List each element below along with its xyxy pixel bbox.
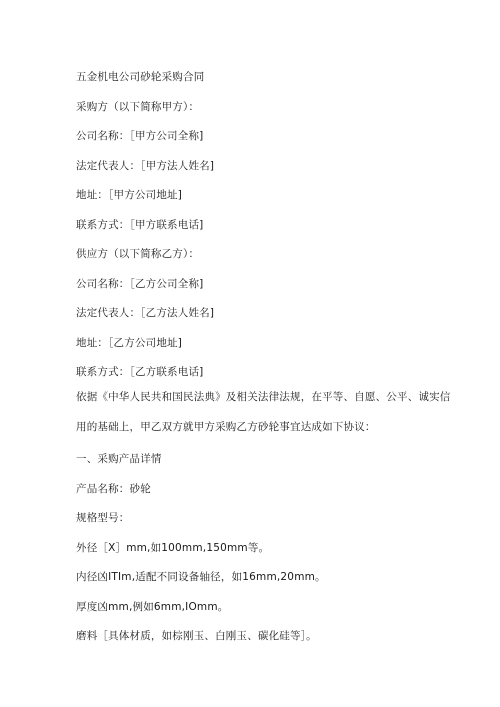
preamble-line-1: 依据《中华人民共和国民法典》及相关法律法规，在平等、自愿、公平、诚实信 bbox=[76, 391, 451, 403]
party-a-contact: 联系方式：［甲方联系电话] bbox=[76, 219, 204, 231]
spec-model-label: 规格型号： bbox=[76, 512, 130, 524]
party-b-legal-representative: 法定代表人：［乙方法人姓名] bbox=[76, 307, 215, 319]
party-b-company-name: 公司名称：［乙方公司全称] bbox=[76, 278, 204, 290]
section-heading-product-details: 一、采购产品详情 bbox=[76, 453, 162, 465]
party-a-company-name: 公司名称：［甲方公司全称] bbox=[76, 130, 204, 142]
party-a-address: 地址：［甲方公司地址] bbox=[76, 189, 183, 201]
document-title: 五金机电公司砂轮采购合同 bbox=[76, 71, 205, 83]
preamble-line-2: 用的基础上，甲乙双方就甲方采购乙方砂轮事宜达成如下协议： bbox=[76, 421, 376, 433]
product-name: 产品名称：砂轮 bbox=[76, 483, 151, 495]
party-a-heading: 采购方（以下简称甲方）： bbox=[76, 101, 200, 113]
spec-inner-diameter: 内径凶ITIm,适配不同设备轴径，如16mm,20mm。 bbox=[76, 571, 326, 583]
party-b-address: 地址：［乙方公司地址] bbox=[76, 337, 183, 349]
spec-outer-diameter: 外径［X］mm,如100mm,150mm等。 bbox=[76, 542, 270, 554]
spec-thickness: 厚度凶mm,例如6mm,IOmm。 bbox=[76, 601, 229, 613]
spec-abrasive: 磨料［具体材质，如棕刚玉、白刚玉、碳化硅等］。 bbox=[76, 630, 317, 642]
party-b-heading: 供应方（以下简称乙方）： bbox=[76, 248, 200, 260]
party-a-legal-representative: 法定代表人：［甲方法人姓名] bbox=[76, 160, 215, 172]
party-b-contact: 联系方式：［乙方联系电话] bbox=[76, 366, 204, 378]
